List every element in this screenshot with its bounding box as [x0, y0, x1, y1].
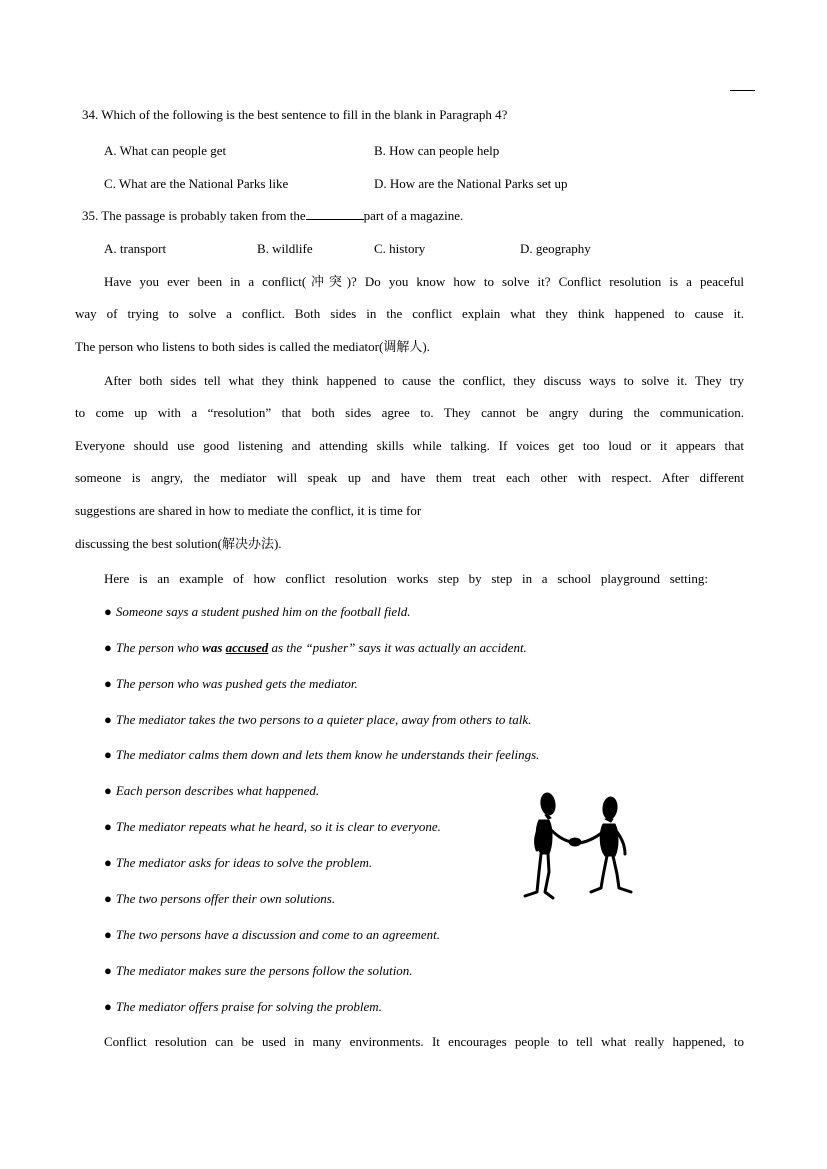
- bullet: ●: [104, 783, 112, 798]
- bullet: ●: [104, 747, 112, 762]
- bullet: ●: [104, 712, 112, 727]
- step-1: [104, 604, 411, 620]
- two-people-shaking-hands-icon: [515, 788, 645, 903]
- paragraph-2-line-6: discussing the best solution(解决办法).: [75, 536, 282, 551]
- bullet: ●: [104, 855, 112, 870]
- step-text: The mediator asks for ideas to solve the problem.: [115, 855, 373, 870]
- bullet: ●: [104, 963, 112, 978]
- step-text: The person who was pushed gets the mediator.: [115, 676, 358, 691]
- question-34-option-b: B. How can people help: [374, 143, 500, 158]
- paragraph-2-line-3: Everyone should use good listening and attending skills while talking. If voices get too loud or it appears that: [75, 438, 744, 453]
- step-text: The two persons have a discussion and come to an agreement.: [115, 927, 440, 942]
- bullet: ●: [104, 676, 112, 691]
- step-11: [104, 963, 413, 979]
- question-34-option-c: C. What are the National Parks like: [104, 176, 289, 191]
- bullet: ●: [104, 640, 112, 655]
- paragraph-2-line-2: to come up with a “resolution” that both sides agree to. They cannot be angry during the communication.: [75, 405, 744, 420]
- question-35-option-c: C. history: [374, 241, 426, 256]
- step-text: The person who: [115, 640, 203, 655]
- bullet: ●: [104, 819, 112, 834]
- paragraph-2-line-5: suggestions are shared in how to mediate the conflict, it is time for: [75, 503, 422, 518]
- paragraph-4: Conflict resolution can be used in many environments. It encourages people to tell what really happened, to: [104, 1034, 744, 1049]
- paragraph-2-line-4: someone is angry, the mediator will speak up and have them treat each other with respect. After different: [75, 470, 744, 485]
- bullet: ●: [104, 999, 112, 1014]
- step-6: [104, 783, 319, 799]
- question-34-option-a: A. What can people get: [104, 143, 227, 158]
- step-text: The mediator calms them down and lets them know he understands their feelings.: [115, 747, 540, 762]
- paragraph-3: Here is an example of how conflict resolution works step by step in a school playground setting:: [104, 571, 708, 586]
- step-5: [104, 747, 539, 763]
- header-rule: [730, 90, 755, 91]
- question-35-option-a: A. transport: [104, 241, 167, 256]
- step-12: [104, 999, 382, 1015]
- question-35-option-b: B. wildlife: [257, 241, 313, 256]
- paragraph-1-line-1: Have you ever been in a conflict(冲突)? Do you know how to solve it? Conflict resolution is a peaceful: [104, 274, 744, 289]
- question-35-stem: [82, 208, 463, 224]
- step-text: Someone says a student pushed him on the football field.: [115, 604, 411, 619]
- question-34-option-d: D. How are the National Parks set up: [374, 176, 568, 191]
- step-2: [104, 640, 527, 656]
- step-text: The mediator offers praise for solving the problem.: [115, 999, 382, 1014]
- step-text: The mediator takes the two persons to a quieter place, away from others to talk.: [115, 712, 532, 727]
- paragraph-1-line-3: The person who listens to both sides is called the mediator(调解人).: [75, 339, 430, 354]
- paragraph-2-line-1: After both sides tell what they think happened to cause the conflict, they discuss ways to solve it. They try: [104, 373, 744, 388]
- step-8: [104, 855, 372, 871]
- bullet: ●: [104, 604, 112, 619]
- emphasis-accused: accused: [225, 640, 269, 655]
- step-7: [104, 819, 441, 835]
- emphasis-was: was: [202, 640, 226, 655]
- step-text: The mediator repeats what he heard, so it is clear to everyone.: [115, 819, 441, 834]
- bullet: ●: [104, 927, 112, 942]
- step-text: The mediator makes sure the persons follow the solution.: [115, 963, 413, 978]
- question-34-stem: 34. Which of the following is the best sentence to fill in the blank in Paragraph 4?: [82, 107, 508, 122]
- question-35-option-d: D. geography: [520, 241, 591, 256]
- step-3: [104, 676, 358, 692]
- step-4: [104, 712, 531, 728]
- step-text-tail: as the “pusher” says it was actually an accident.: [268, 640, 527, 655]
- step-text: The two persons offer their own solutions.: [115, 891, 336, 906]
- question-35-stem-before: 35. The passage is probably taken from the: [82, 208, 306, 223]
- answer-blank: [306, 208, 364, 220]
- step-10: [104, 927, 440, 943]
- bullet: ●: [104, 891, 112, 906]
- step-text: Each person describes what happened.: [115, 783, 320, 798]
- question-35-stem-after: part of a magazine.: [363, 208, 464, 223]
- paragraph-1-line-2: way of trying to solve a conflict. Both sides in the conflict explain what they think happened to cause it.: [75, 306, 744, 321]
- step-9: [104, 891, 335, 907]
